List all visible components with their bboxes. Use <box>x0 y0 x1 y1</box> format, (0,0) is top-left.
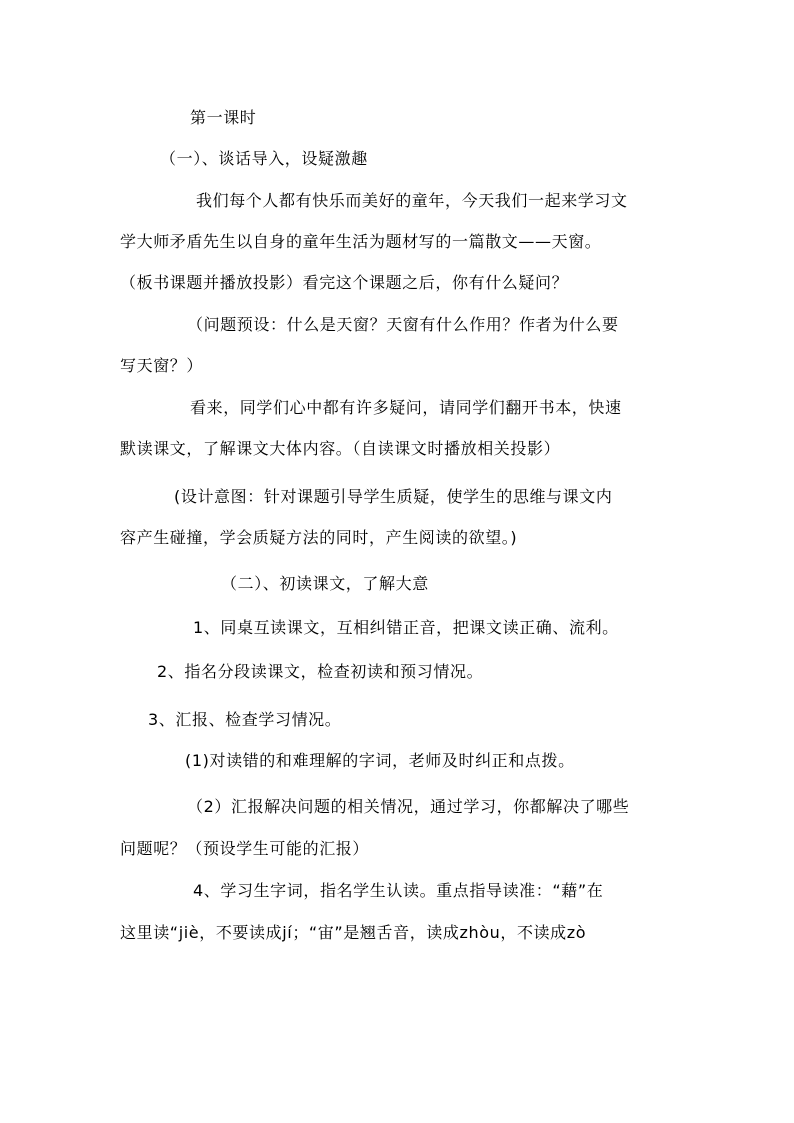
design-intent-line: (设计意图：针对课题引导学生质疑，使学生的思维与课文内 <box>174 487 613 506</box>
list-item: 这里读“jiè，不要读成jí；“宙”是翘舌音，读成zhòu，不读成zò <box>120 923 587 942</box>
lesson-title: 第一课时 <box>190 108 257 127</box>
paragraph-line: 我们每个人都有快乐而美好的童年，今天我们一起来学习文 <box>196 191 628 210</box>
list-item: 1、同桌互读课文，互相纠错正音，把课文读正确、流利。 <box>193 618 619 637</box>
design-intent-line: 容产生碰撞，学会质疑方法的同时，产生阅读的欲望。) <box>120 528 518 547</box>
paragraph-line: （板书课题并播放投影）看完这个课题之后，你有什么疑问？ <box>120 273 569 292</box>
paragraph-line: 写天窗？） <box>120 356 204 375</box>
paragraph-line: 学大师矛盾先生以自身的童年生活为题材写的一篇散文——天窗。 <box>120 232 602 251</box>
paragraph-line: 看来，同学们心中都有许多疑问，请同学们翻开书本，快速 <box>190 398 622 417</box>
sub-item: （2）汇报解决问题的相关情况，通过学习，你都解决了哪些 <box>187 797 630 816</box>
paragraph-line: 默读课文，了解课文大体内容。（自读课文时播放相关投影） <box>120 439 561 458</box>
list-item: 3、汇报、检查学习情况。 <box>148 710 342 729</box>
section-heading-intro: （一）、谈话导入，设疑激趣 <box>160 149 368 168</box>
section-heading-reading: （二）、初读课文，了解大意 <box>221 574 429 593</box>
sub-item: 问题呢？（预设学生可能的汇报） <box>120 839 370 858</box>
list-item: 2、指名分段读课文，检查初读和预习情况。 <box>157 662 484 681</box>
sub-item: (1)对读错的和难理解的字词，老师及时纠正和点拨。 <box>185 751 575 770</box>
list-item: 4、学习生字词，指名学生认读。重点指导读准：“藉”在 <box>193 881 604 900</box>
paragraph-line: （问题预设：什么是天窗？天窗有什么作用？作者为什么要 <box>187 315 619 334</box>
